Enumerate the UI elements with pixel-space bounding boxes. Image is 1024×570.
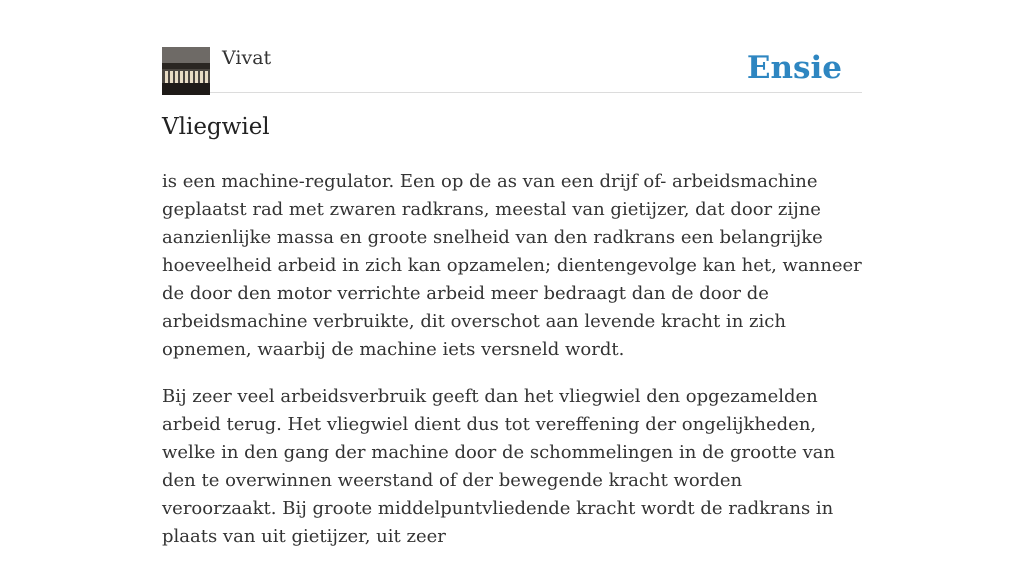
brand-logo-link[interactable]: Ensie <box>746 50 842 86</box>
typewriter-keys-icon <box>162 47 210 95</box>
author-name-link[interactable]: Vivat <box>222 47 272 69</box>
article-paragraph: Bij zeer veel arbeidsverbruik geeft dan het vliegwiel den opgezamelden arbeid terug. Het vliegwiel dient dus tot vereffening der ongelijkheden, welke in den gang der machine door de schommelingen in de grootte van den te overwinnen weerstand of der bewegende kracht worden veroorzaakt. Bij groote middelpuntvliedende kracht wordt de radkrans in plaats van uit gietijzer, uit zeer <box>162 386 836 547</box>
article-paragraph: is een machine-regulator. Een op de as van een drijf of- arbeidsmachine geplaatst rad met zwaren radkrans, meestal van gietijzer, dat door zijne aanzienlijke massa en groote snelheid van den radkrans een belangrijke hoeveelheid arbeid in zich kan opzamelen; dientengevolge kan het, wanneer de door den motor verrichte arbeid meer bedraagt dan de door de arbeidsmachine verbruikte, dit overschot aan levende kracht in zich opnemen, waarbij de machine iets versneld wordt. <box>162 171 862 360</box>
article-body <box>162 168 862 570</box>
page-content <box>162 0 862 547</box>
article-title: Vliegwiel <box>162 114 270 140</box>
avatar[interactable] <box>162 47 210 95</box>
page-header <box>162 0 862 93</box>
